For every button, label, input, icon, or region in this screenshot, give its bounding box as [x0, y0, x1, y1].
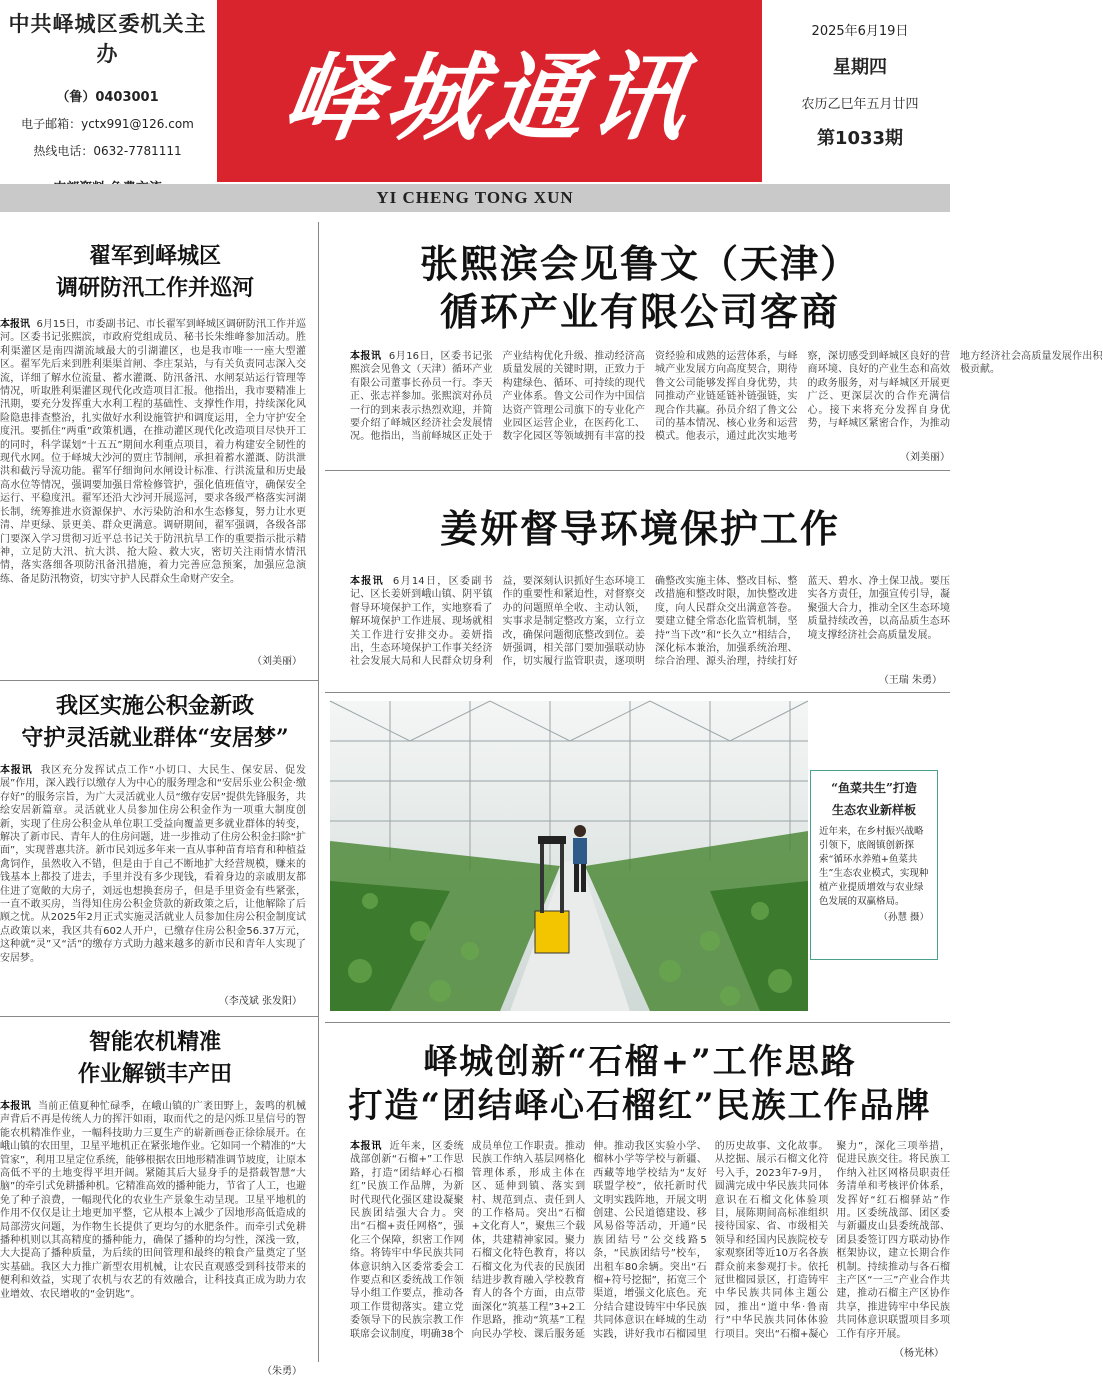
article-body: [0, 318, 310, 652]
column-divider: [318, 222, 319, 1362]
article-smart-farming: [0, 1026, 310, 1377]
article-title-line2: 调研防汛工作并巡河: [55, 275, 254, 301]
article-text: 6月16日，区委书记张熙滨会见鲁文（天津）循环产业有限公司董事长孙员一行。李天正、张志祥参加。张熙滨对孙员一行的到来表示热烈欢迎，并简要介绍了峄城区经济社会发展情况。他指出，当前峄城区正处于产业结构优化升级、推动经济高质量发展的关键时期，正致力于构建绿色、循环、可持续的现代产业体系。鲁文公司作为中国信达资产管理公司旗下的专业化产业园区运营企业，在医药化工、数字化园区等领域拥有丰富的投资经验和成熟的运营体系，与峄城产业发展方向高度契合，期待鲁文公司能够发挥自身优势，共同推动产业链延链补链强链，实现合作共赢。孙员介绍了鲁文公司的基本情况、核心业务和运营模式。他表示，通过此次实地考察，深切感受到峄城区良好的营商环境、良好的产业生态和高效的政务服务，对与峄城区开展更广泛、更深层次的合作充满信心。接下来将充分发挥自身优势，与峄城区紧密合作，为推动地方经济社会高质量发展作出积极贡献。: [350, 351, 1103, 443]
article-lead: 本报讯: [350, 1141, 382, 1152]
article-title-line1: 峄城创新“石榴+”工作思路: [423, 1042, 857, 1082]
article-flood-control: [0, 240, 310, 667]
divider-main-1: [325, 470, 950, 471]
article-body: [0, 1100, 310, 1362]
issue-number: 第1033期: [816, 128, 904, 149]
article-signature: （刘美丽）: [900, 452, 950, 463]
article-body: [0, 764, 310, 992]
photo-caption-signature: （孙慧 摄）: [878, 912, 929, 923]
photo-caption-body: 近年来，在乡村振兴战略引领下，底阁镇创新探索“循环水养殖+鱼菜共生”生态农业模式，实现种植产业提质增效与农业绿色发展的双赢格局。: [819, 826, 929, 907]
article-environment: [330, 505, 950, 686]
article-text: 当前正值夏种忙碌季，在峨山镇的广袤田野上，轰鸣的机械声背后不再是传统人力的挥汗如雨，取而代之的是闪烁卫星信号的智能农机精准作业，一幅科技助力三夏生产的崭新画卷正徐徐展开。在峨山镇的农田里，卫星平地机正在紧张地作业。它如同一个精准的“大管家”，利用卫星定位系统，能够根据农田地形精准调节坡度，让原本高低不平的土地变得平坦开阔。紧随其后大显身手的是搭载智慧“大脑”的牵引式免耕播种机。它精准高效的播种能力，节省了人工，也避免了种子浪费，一幅现代化的农业生产景象生动呈现。卫星平地机的作用不仅仅是让土地更加平整，它从根本上减少了因地形高低造成的局部涝灾问题，为作物生长提供了更均匀的水肥条件。而牵引式免耕播种机则以其高精度的播种能力，确保了播种的均匀性，深浅一致，大大提高了播种质量，为后续的田间管理和最终的粮食产量奠定了坚实基础。我区大力推广新型农用机械，让农民直观感受到科技带来的便利和效益，实现了农机与农艺的有效融合，让科技真正成为助力农业增效、农民增收的“金钥匙”。: [0, 1101, 307, 1300]
photo-caption-title-line2: 生态农业新样板: [831, 803, 916, 817]
photo-caption-box: [810, 770, 938, 960]
article-signature: （杨光林）: [894, 1348, 944, 1359]
article-title-line1: 翟军到峄城区: [88, 243, 221, 269]
article-lead: 本报讯: [350, 351, 382, 362]
masthead-left: [0, 0, 215, 182]
masthead-logo: 峄城通讯: [276, 41, 701, 154]
article-lead: 本报讯: [350, 576, 384, 587]
article-lead: 本报讯: [0, 765, 33, 776]
article-title-line1: 智能农机精准: [88, 1029, 221, 1055]
article-text: 6月14日，区委副书记、区长姜妍到峨山镇、阴平镇督导环境保护工作，实地察看了解环境保护工作进展、现场就相关工作进行安排交办。姜妍指出，生态环境保护工作事关经济社会发展大局和人民群众切身利益，要深刻认识抓好生态环境工作的重要性和紧迫性，对督察交办的问题照单全收、主动认领，实事求是制定整改方案，立行立改，确保问题彻底整改到位。姜妍强调，相关部门要加强联动协作，切实履行监管职责，逐项明确整改实施主体、整改目标、整改措施和整改时限，加快整改进度，向人民群众交出满意答卷。要建立健全常态化监管机制，坚持“当下改”和“长久立”相结合，深化标本兼治，加强系统治理、综合治理、源头治理，持续打好蓝天、碧水、净土保卫战。要压实各方责任，加强宣传引导，凝聚强大合力，推动全区生态环境质量持续改善，以高品质生态环境支撑经济社会高质量发展。: [350, 576, 950, 668]
masthead-org: 中共峄城区委机关主办: [8, 11, 207, 66]
masthead-phone: 热线电话：0632-7781111: [33, 144, 182, 158]
article-title-line2: 打造“团结峄心石榴红”民族工作品牌: [348, 1086, 932, 1126]
article-meeting: [330, 240, 1103, 463]
article-signature: （刘美丽）: [252, 656, 302, 667]
article-signature: （朱勇）: [262, 1366, 302, 1377]
masthead-pinyin: YI CHENG TONG XUN: [0, 184, 950, 212]
article-body: [330, 1140, 950, 1356]
article-pomegranate: [330, 1040, 950, 1359]
divider-left-1: [0, 680, 318, 681]
greenhouse-photo-image: [330, 701, 808, 1011]
article-body: [330, 350, 1103, 446]
issue-weekday: 星期四: [833, 57, 887, 78]
issue-date: 2025年6月19日: [811, 24, 909, 39]
article-text: 我区充分发挥试点工作“小切口、大民生、保安居、促发展”作用，深入践行以缴存人为中心的服务理念和“安居乐业公积金·缴存好”的服务宗旨，为广大灵活就业人员“缴存安居”提供先锋服务，共绘安居新篇章。灵活就业人员参加住房公积金作为一项重大制度创新，实现了住房公积金从单位职工受益向覆盖更多就业群体的转变，解决了新市民、青年人的住房问题，进一步推动了住房公积金扫除“扩面”，实现普惠共济。新市民刘远多年来一直从事种苗育培育和种植益禽饲作，虽然收入不错，但是由于自己不断地扩大经营规模，赚来的钱基本上都投了进去，手里并没有多少现钱，看着身边的亲戚朋友都住进了宽敞的大房子，刘远也想换套房子，但是手里资金有些紧张，一直不敢买房，当得知住房公积金贷款的新政策之后，让他解除了后顾之忧。从2025年2月正式实施灵活就业人员参加住房公积金制度试点政策以来，我区共有602人开户，已缴存住房公积金56.37万元，这种就“灵”又“活”的缴存方式助力越来越多的新市民和青年人实现了安居梦。: [0, 765, 306, 964]
article-title-line1: 张熙滨会见鲁文（天津）: [419, 241, 860, 286]
article-title-line2: 作业解锁丰产田: [77, 1061, 232, 1087]
divider-main-2: [325, 692, 950, 693]
article-title-line2: 守护灵活就业群体“安居梦”: [21, 725, 289, 751]
masthead-email: 电子邮箱：yctx991@126.com: [21, 117, 194, 131]
article-text: 6月15日，市委副书记、市长翟军到峄城区调研防汛工作并巡河。区委书记张熙滨，市政府党组成员、秘书长朱维峰参加活动。胜利渠灌区是南四湖流域最大的引湖灌区，也是我市唯一一座大型灌区。翟军先后来到胜利渠渠首闸、李庄泵站，与有关负责同志深入交流，详细了解水位流量、蓄水灌溉、防汛备汛、水闸泵站运行管理等情况，听取胜利渠灌区现代化改造项目汇报。他指出，我市要精准上汛期，要充分发挥重大水利工程的基础性、支撑性作用，持续深化风险隐患排查整治，扎实做好水利设施管护和调度运用，全力守护安全度汛。要抓住“两重”政策机遇，在推动灌区现代化改造项目尽快开工的同时，科学谋划“十五五”期间水利重点项目，着力构建安全韧性的现代水网。位于峄城大沙河的贾庄节制闸，承担着蓄水灌溉、防洪泄洪和截污导流功能。翟军仔细询问水闸设计标准、行洪流量和历史最高水位等情况，强调要加强日常检修管护，强化值班值守，确保安全运行、平稳度汛。翟军还沿大沙河开展巡河，要求各级严格落实河湖长制，统筹推进水资源保护、水污染防治和水生态修复，努力让水更清、岸更绿、景更美、群众更满意。调研期间，翟军强调，各级各部门要深入学习贯彻习近平总书记关于防汛抗旱工作的重要指示批示精神，立足防大汛、抗大洪、抢大险、救大灾，密切关注雨情水情汛情，落实落细各项防汛备汛措施，着力完善应急预案，加强应急演练、备足防汛物资，切实守护人民群众生命财产安全。: [0, 319, 307, 585]
divider-left-2: [0, 1016, 318, 1017]
masthead-right: [770, 0, 950, 182]
photo-caption-title-line1: “鱼菜共生”打造: [831, 781, 917, 795]
article-title-line1: 我区实施公积金新政: [55, 693, 254, 719]
article-signature: （李茂斌 张发阳）: [218, 996, 302, 1007]
issue-lunar-date: 农历乙巳年五月廿四: [801, 97, 919, 112]
article-lead: 本报讯: [0, 319, 31, 330]
article-lead: 本报讯: [0, 1101, 31, 1112]
article-text: 近年来，区委统战部创新“石榴+”工作思路，打造“团结峄心石榴红”民族工作品牌，为新时代现代化强区建设凝聚民族团结强大合力。突出“石榴+责任网格”，强化三个保障，织密工作网络。将铸牢中华民族共同体意识纳入区委常委会工作要点和区委统战工作领导小组工作要点，推动各项工作贯彻落实。建立党委领导下的民族宗教工作联席会议制度，明确38个成员单位工作职责。推动民族工作纳入基层网格化管理体系，形成主体在区、延伸到镇、落实到村、规范到点、责任到人的工作格局。突出“石榴+文化育人”，聚焦三个载体，共建精神家园。聚力石榴文化特色教育，将以石榴文化为代表的民族团结进步教育融入学校教育育人的各个方面，由点带面深化“筑基工程”3+2工作思路，推动“筑基”工程向民办学校、课后服务延伸。推动我区实验小学、榴林小学等学校与新疆、西藏等地学校结为“友好联盟学校”，依托新时代文明实践阵地，开展文明创建、公民道德建设、移风易俗等活动，开通“民族团结号”公交线路5条，“民族团结号”校车，出租车80余辆。突出“石榴+符号挖掘”，拓宽三个渠道，增强文化底色。充分结合建设铸牢中华民族共同体意识在峄城的生动实践，讲好我市石榴园里的历史故事、文化故事。从挖掘、展示石榴文化符号入手，2023年7-9月，圆满完成中华民族共同体意识在石榴文化体验项目，展陈期间高标准组织接待国家、省、市级相关领导和经国内民族院校专家观察团等近10万名各族群众前来参观打卡。依托冠世榴园景区，打造铸牢中华民族共同体主题公园，推出“道中华·鲁南行”中华民族共同体体验行项目。突出“石榴+凝心聚力”，深化三项举措，促进民族交往。将民族工作纳入社区网格员职责任务清单和考核评价体系，发挥好“红石榴驿站”作用。区委统战部、团区委与新疆皮山县委统战部、团县委签订四方联动协作框架协议，建立长期合作机制。持续推动与各石榴主产区“一三”产业合作共建，推动石榴主产区协作共享，推进铸牢中华民族共同体意识联盟项目多项工作有序开展。: [350, 1141, 950, 1340]
masthead-code: （鲁）0403001: [56, 90, 159, 105]
divider-main-3: [325, 1022, 950, 1023]
masthead-logo-box: [217, 0, 762, 182]
article-signature: （王瑞 朱勇）: [878, 675, 942, 686]
article-title-line2: 循环产业有限公司客商: [439, 289, 840, 334]
greenhouse-photo: [330, 701, 808, 1011]
article-title: 姜妍督导环境保护工作: [439, 506, 840, 551]
article-housing-fund: [0, 690, 310, 1007]
article-body: [330, 575, 950, 669]
